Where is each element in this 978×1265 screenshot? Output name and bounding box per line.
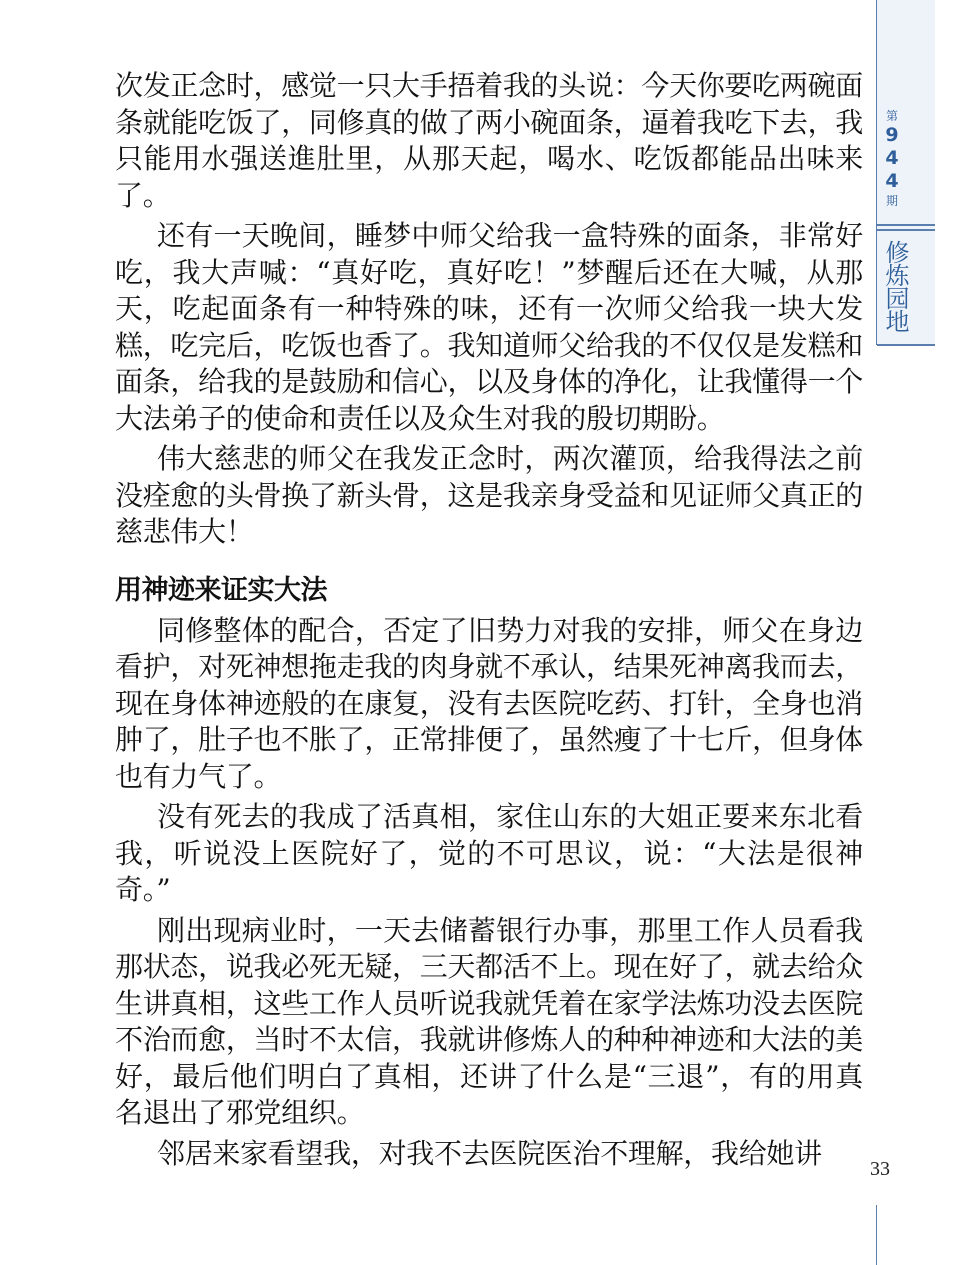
paragraph: 没有死去的我成了活真相，家住山东的大姐正要来东北看我，听说没上医院好了，觉的不可思议，说：“大法是很神奇。” xyxy=(115,800,863,906)
column-title: 修炼园地 xyxy=(881,240,909,332)
page-number: 33 xyxy=(870,1158,890,1180)
issue-digit: 9 xyxy=(885,124,899,146)
sidebar-divider xyxy=(877,229,935,231)
section-heading: 用神迹来证实大法 xyxy=(115,574,327,606)
paragraph: 还有一天晚间，睡梦中师父给我一盒特殊的面条，非常好吃，我大声喊：“真好吃，真好吃！”梦醒后还在大喊，从那天，吃起面条有一种特殊的味，还有一次师父给我一块大发糕，吃完后，吃饭也香了。我知道师父给我的不仅仅是发糕和面条，给我的是鼓励和信心，以及身体的净化，让我懂得一个大法弟子的使命和责任以及众生对我的殷切期盼。 xyxy=(115,219,863,435)
issue-prefix: 第 xyxy=(885,109,898,123)
paragraph: 邻居来家看望我，对我不去医院医治不理解，我给她讲 xyxy=(157,1136,822,1170)
issue-suffix: 期 xyxy=(885,194,898,208)
paragraph: 同修整体的配合，否定了旧势力对我的安排，师父在身边看护，对死神想拖走我的肉身就不承认，结果死神离我而去，现在身体神迹般的在康复，没有去医院吃药、打针，全身也消肿了，肚子也不胀了，正常排便了，虽然瘦了十七斤，但身体也有力气了。 xyxy=(115,613,863,793)
paragraph: 伟大慈悲的师父在我发正念时，两次灌顶，给我得法之前没痊愈的头骨换了新头骨，这是我亲身受益和见证师父真正的慈悲伟大！ xyxy=(115,442,863,548)
paragraph: 刚出现病业时，一天去储蓄银行办事，那里工作人员看我那状态，说我必死无疑，三天都活不上。现在好了，就去给众生讲真相，这些工作人员听说我就凭着在家学法炼功没去医院不治而愈，当时不太信，我就讲修炼人的种种神迹和大法的美好，最后他们明白了真相，还讲了什么是“三退”，有的用真名退出了邪党组织。 xyxy=(115,913,863,1129)
bottom-rail xyxy=(876,1205,877,1265)
article-body xyxy=(115,68,863,1172)
sidebar-divider xyxy=(877,224,935,226)
issue-digit: 4 xyxy=(885,170,899,192)
paragraph: 次发正念时，感觉一只大手捂着我的头说：今天你要吃两碗面条就能吃饭了，同修真的做了两小碗面条，逼着我吃下去，我只能用水强送進肚里，从那天起，喝水、吃饭都能品出味来了。 xyxy=(115,69,863,212)
issue-digit: 4 xyxy=(885,147,899,169)
issue-number xyxy=(877,108,907,209)
sidebar-divider xyxy=(877,344,935,346)
